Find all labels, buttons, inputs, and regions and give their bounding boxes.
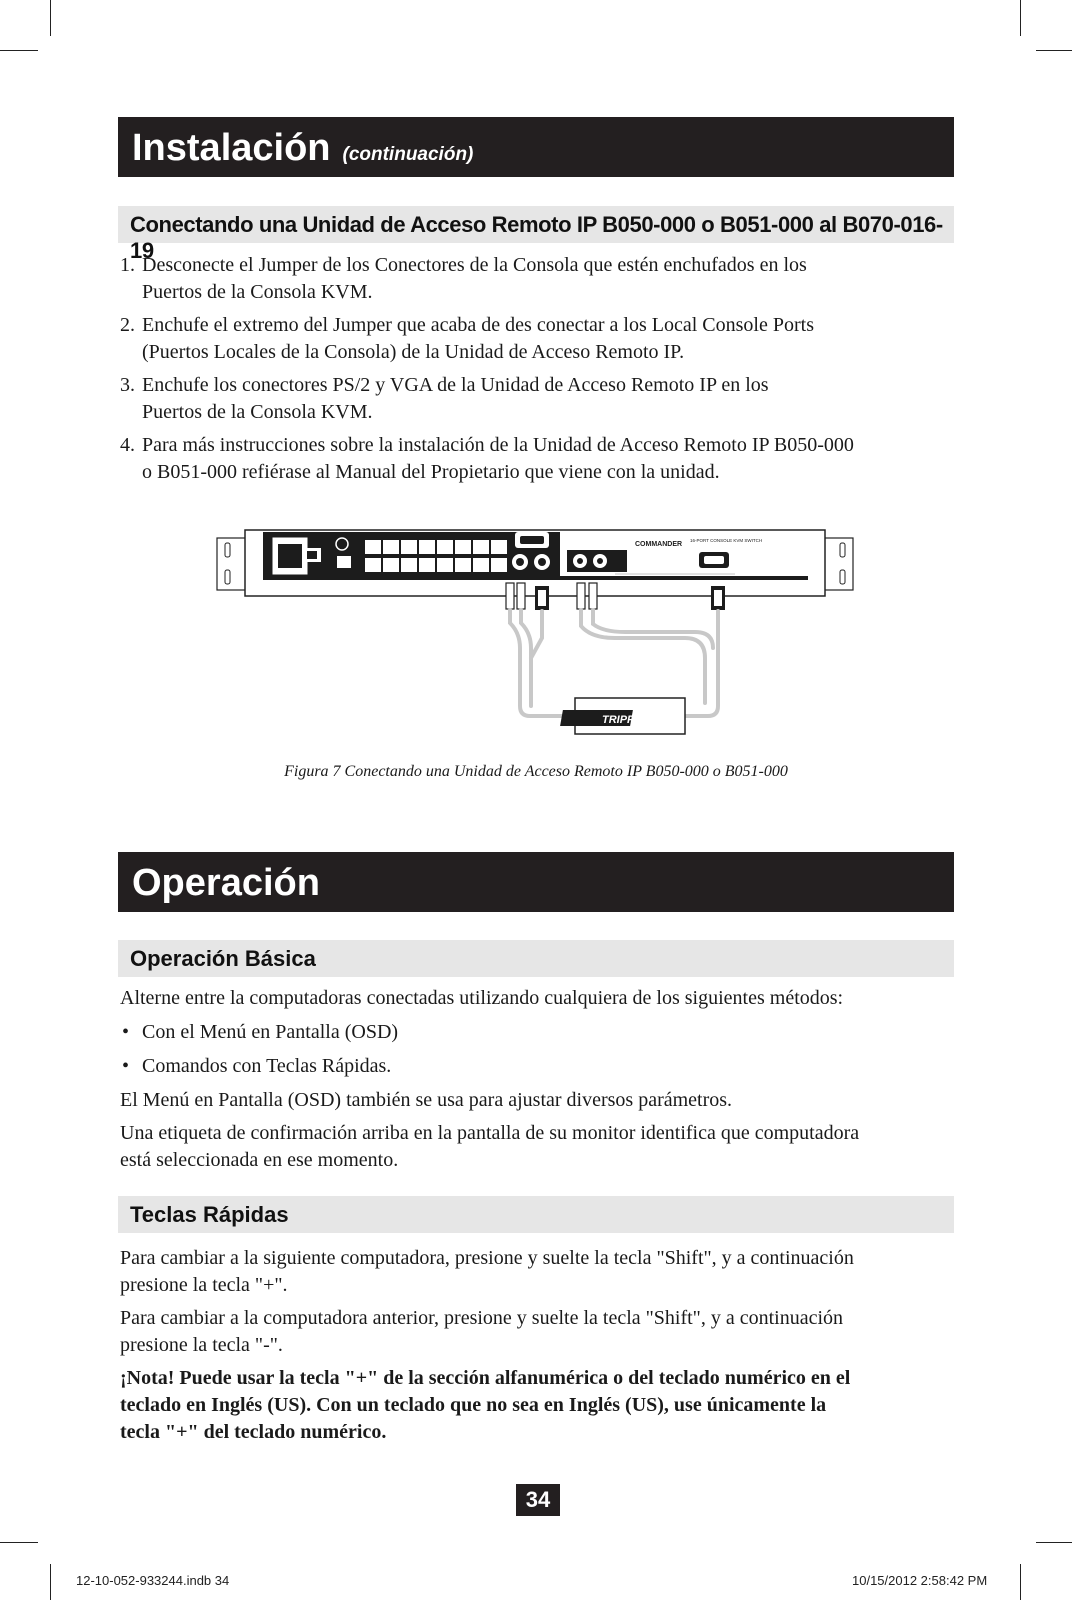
bullet-text: Con el Menú en Pantalla (OSD) <box>142 1021 399 1043</box>
kvm-connection-diagram <box>215 528 855 743</box>
section-banner-operacion <box>118 852 954 912</box>
note-line: tecla "+" del teclado numérico. <box>120 1421 387 1443</box>
subheading-conectando <box>118 206 954 263</box>
crop-mark <box>50 0 51 36</box>
paragraph <box>120 1305 950 1359</box>
step-line: Enchufe el extremo del Jumper que acaba de des conectar a los Local Console Ports <box>142 314 814 336</box>
crop-mark <box>0 50 38 51</box>
crop-mark <box>0 1542 38 1543</box>
step-number: 4. <box>120 434 135 456</box>
section-title: Operación <box>132 862 320 904</box>
brand-label: COMMANDER <box>635 541 683 548</box>
section-banner-instalacion <box>118 117 954 177</box>
subheading-operacion-basica <box>118 940 954 977</box>
note-line: teclado en Inglés (US). Con un teclado que no sea en Inglés (US), use únicamente la <box>120 1394 827 1416</box>
crop-mark <box>50 1564 51 1600</box>
section-title: Instalación <box>132 127 331 169</box>
tripp-lite-logo-text: TRIPP·LITE <box>602 714 662 726</box>
paragraph-line: Para cambiar a la siguiente computadora, presione y suelte la tecla "Shift", y a continuación <box>120 1247 854 1269</box>
paragraph-line: Una etiqueta de confirmación arriba en la pantalla de su monitor identifica que computadora <box>120 1122 860 1144</box>
subheading-text: Operación Básica <box>130 946 316 971</box>
paragraph-line: está seleccionada en ese momento. <box>120 1149 399 1171</box>
paragraph-line: presione la tecla "+". <box>120 1274 288 1296</box>
bullet-icon: • <box>122 1055 130 1077</box>
plug-right <box>711 586 725 610</box>
paragraph <box>120 1120 950 1174</box>
step-line: Para más instrucciones sobre la instalación de la Unidad de Acceso Remoto IP B050-000 <box>142 434 854 456</box>
step-line: o B051-000 refiérase al Manual del Propietario que viene con la unidad. <box>142 461 720 483</box>
note-paragraph <box>120 1365 950 1446</box>
crop-mark <box>1036 50 1072 51</box>
footer-date: 10/15/2012 2:58:42 PM <box>852 1573 988 1588</box>
step-number: 3. <box>120 374 135 396</box>
paragraph: Alterne entre la computadoras conectadas utilizando cualquiera de los siguientes métodos: <box>120 987 844 1009</box>
note-line: ¡Nota! Puede usar la tecla "+" de la sección alfanumérica o del teclado numérico en el <box>120 1367 851 1389</box>
step-line: Enchufe los conectores PS/2 y VGA de la Unidad de Acceso Remoto IP en los <box>142 374 769 396</box>
subheading-text: Conectando una Unidad de Acceso Remoto IP B050-000 o B051-000 al B070-016-19 <box>130 212 943 263</box>
bullet-text: Comandos con Teclas Rápidas. <box>142 1055 392 1077</box>
paragraph <box>120 1245 950 1299</box>
page-number: 34 <box>516 1484 560 1516</box>
step-number: 2. <box>120 314 135 336</box>
paragraph: El Menú en Pantalla (OSD) también se usa para ajustar diversos parámetros. <box>120 1089 733 1111</box>
paragraph-line: presione la tecla "-". <box>120 1334 283 1356</box>
paragraph-line: Para cambiar a la computadora anterior, presione y suelte la tecla "Shift", y a continuación <box>120 1307 844 1329</box>
subheading-teclas-rapidas <box>118 1196 954 1233</box>
crop-mark <box>1020 1564 1021 1600</box>
model-label: 16-PORT CONSOLE KVM SWITCH <box>690 538 763 543</box>
crop-mark <box>1036 1542 1072 1543</box>
crop-mark <box>1020 0 1021 36</box>
step-line: Puertos de la Consola KVM. <box>142 281 373 303</box>
step-number: 1. <box>120 254 135 276</box>
step-line: Desconecte el Jumper de los Conectores de la Consola que estén enchufados en los <box>142 254 807 276</box>
step-line: Puertos de la Consola KVM. <box>142 401 373 423</box>
subheading-text: Teclas Rápidas <box>130 1202 289 1227</box>
bullet-icon: • <box>122 1021 130 1043</box>
step-line: (Puertos Locales de la Consola) de la Unidad de Acceso Remoto IP. <box>142 341 685 363</box>
figure-caption: Figura 7 Conectando una Unidad de Acceso Remoto IP B050-000 o B051-000 <box>284 763 788 780</box>
section-subtitle: (continuación) <box>342 144 474 165</box>
footer-file: 12-10-052-933244.indb 34 <box>76 1573 230 1588</box>
